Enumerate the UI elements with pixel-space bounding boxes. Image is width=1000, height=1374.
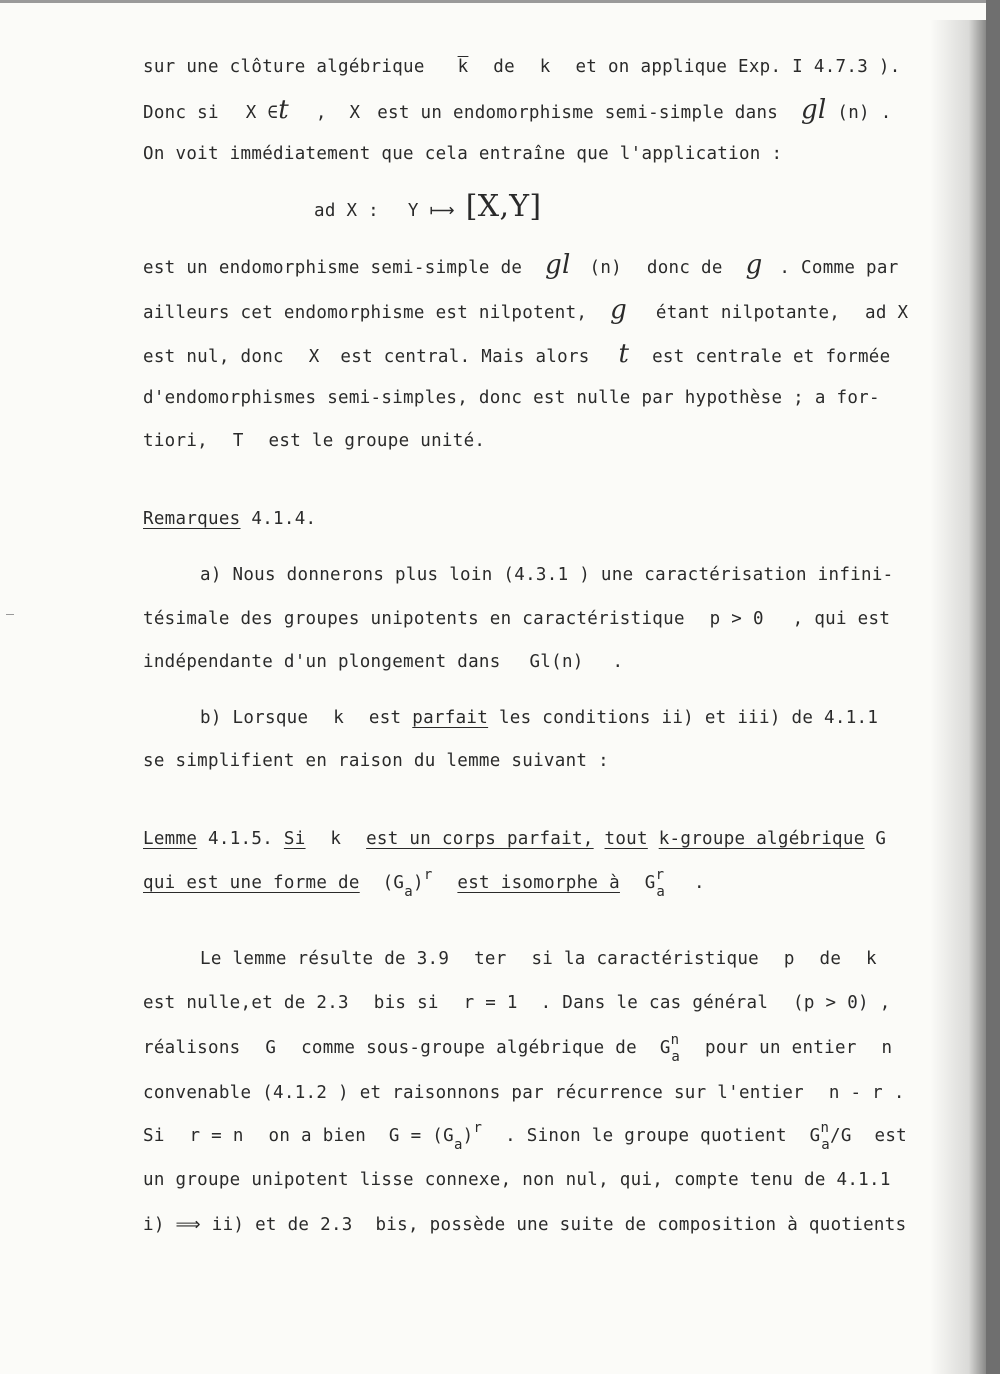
maps-to-arrow: ⟼ bbox=[429, 201, 455, 221]
text-line-21: convenable (4.1.2 ) et raisonnons par récurrence sur l'entier n - r . bbox=[143, 1083, 905, 1103]
text-line-5: est un endomorphisme semi-simple de gl (n) donc de g . Comme par bbox=[143, 250, 899, 280]
text-line-11: a) Nous donnerons plus loin (4.3.1 ) une caractérisation infini- bbox=[200, 565, 894, 585]
text-line-2: Donc si X ∈t , X est un endomorphisme semi-simple dans gl (n) . bbox=[143, 95, 892, 125]
handwritten-t: t bbox=[278, 95, 289, 125]
page-top-border bbox=[0, 0, 1000, 3]
lemma-line-2: qui est une forme de $(G_a)^r$ est isomorphe à $G^r_a$ . bbox=[143, 867, 705, 900]
text-line-18: Le lemme résulte de 3.9 ter si la caractéristique p de k bbox=[200, 949, 877, 969]
margin-mark bbox=[6, 614, 14, 615]
implies-arrow: ⟹ bbox=[175, 1215, 201, 1235]
text-line-8: d'endomorphismes semi-simples, donc est nulle par hypothèse ; a for- bbox=[143, 388, 880, 408]
formula-ad-x: ad X : Y ⟼ [X,Y] bbox=[314, 189, 542, 224]
text-line-1: sur une clôture algébrique $\overline{k}$ de k et on applique Exp. I 4.7.3 ). bbox=[143, 57, 901, 77]
text-line-23: un groupe unipotent lisse connexe, non nul, qui, compte tenu de 4.1.1 bbox=[143, 1170, 891, 1190]
text-line-24: i) ⟹ ii) et de 2.3 bis, possède une suite de composition à quotients bbox=[143, 1215, 907, 1235]
lemma-heading: Lemme 4.1.5. Si k est un corps parfait, tout k-groupe algébrique G bbox=[143, 829, 887, 849]
text-line-9: tiori, T est le groupe unité. bbox=[143, 431, 486, 451]
handwritten-gl: gl bbox=[800, 95, 827, 125]
text-line-22: Si r = n on a bien $G = (G_a)^r$ . Sinon le groupe quotient $G^n_a/G$ est bbox=[143, 1120, 908, 1153]
text-line-6: ailleurs cet endomorphisme est nilpotent, g étant nilpotante, ad X bbox=[143, 295, 909, 325]
text-line-20: réalisons G comme sous-groupe algébrique de $G^n_a$ pour un entier n bbox=[143, 1032, 893, 1065]
text-line-14: b) Lorsque k est parfait les conditions ii) et iii) de 4.1.1 bbox=[200, 708, 879, 728]
text-line-13: indépendante d'un plongement dans Gl(n) . bbox=[143, 652, 624, 672]
text-line-15: se simplifient en raison du lemme suivant : bbox=[143, 751, 609, 771]
text-line-7: est nul, donc X est central. Mais alors t est centrale et formée bbox=[143, 339, 891, 369]
section-heading-remarques: Remarques 4.1.4. bbox=[143, 509, 317, 529]
text-line-3: On voit immédiatement que cela entraîne que l'application : bbox=[143, 144, 783, 164]
text-line-12: tésimale des groupes unipotents en caractéristique p > 0 , qui est bbox=[143, 609, 891, 629]
text-line-19: est nulle,et de 2.3 bis si r = 1 . Dans le cas général (p > 0) , bbox=[143, 993, 891, 1013]
